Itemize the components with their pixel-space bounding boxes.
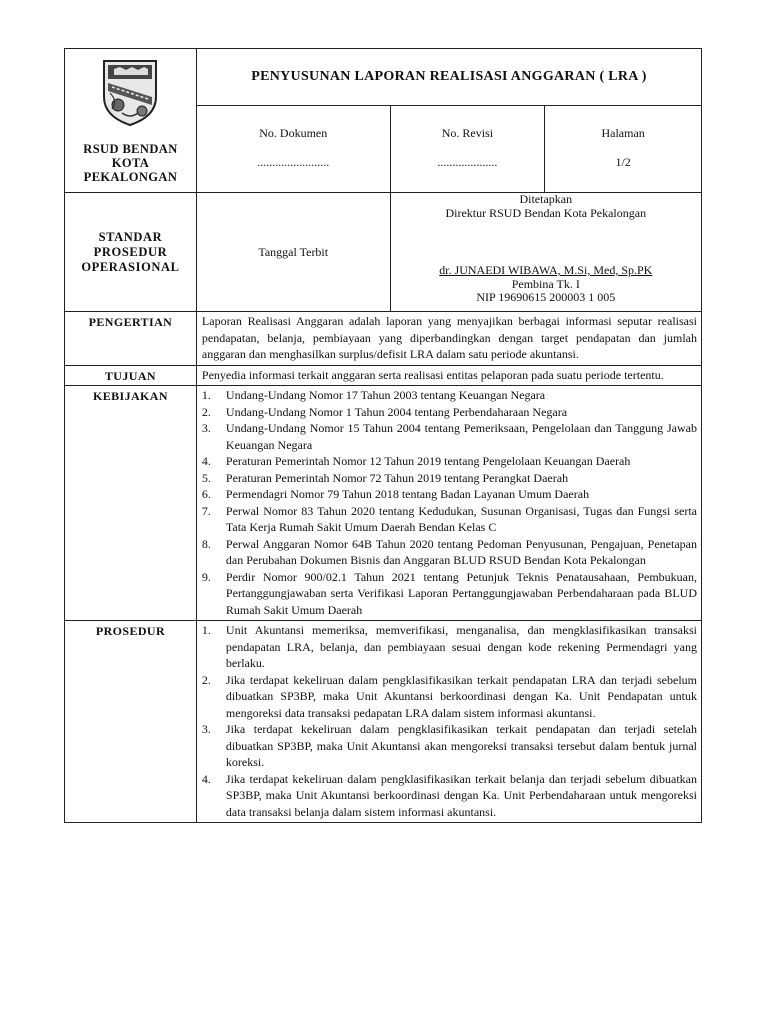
section-label-pengertian: PENGERTIAN (65, 312, 197, 366)
sop-heading: STANDAR PROSEDUR OPERASIONAL (65, 193, 197, 312)
section-label-prosedur: PROSEDUR (65, 621, 197, 823)
document-number-cell (196, 106, 390, 193)
list-item: 1. Unit Akuntansi memeriksa, memverifikasi, menganalisa, dan mengklasifikasikan transaksi pendapatan LRA, belanja, dan pembiayaan sesuai dengan kode rekening Permendagri yang berlaku. (201, 623, 697, 670)
revision-number-value: .................... (437, 155, 498, 169)
section-label-kebijakan: KEBIJAKAN (65, 386, 197, 621)
section-text-pengertian: Laporan Realisasi Anggaran adalah laporan yang menyajikan berbagai informasi seputar realisasi pendapatan, belanja, pembiayaan yang diperbandingkan dengan target pendapatan dan jumlah anggaran dan menghasilkan surplus/defisit LRA dalam satu periode akuntansi. (196, 312, 701, 366)
list-item: 4. Jika terdapat kekeliruan dalam pengklasifikasikan terkait belanja dan terjadi sebelum dibuatkan SP3BP, maka Unit Akuntansi berkoordinasi dengan Ka. Unit Perbendaharaan untuk mengoreksi data transaksi belanja dalam sistem informasi akuntansi. (201, 771, 697, 819)
section-text-tujuan: Penyedia informasi terkait anggaran serta realisasi entitas pelaporan pada suatu periode tertentu. (196, 365, 701, 386)
section-list-kebijakan (196, 386, 701, 621)
page-value: 1/2 (615, 155, 631, 169)
issue-date-cell (196, 193, 390, 312)
document-number-label: No. Dokumen (259, 126, 328, 140)
revision-number-label: No. Revisi (441, 126, 494, 140)
issue-date-label: Tanggal Terbit (258, 244, 329, 259)
page-label: Halaman (601, 126, 645, 140)
director-position: Direktur RSUD Bendan Kota Pekalongan (445, 205, 647, 220)
list-item: 3. Undang-Undang Nomor 15 Tahun 2004 tentang Pemeriksaan, Pengelolaan dan Tanggung Jawab Keuangan Negara (201, 421, 697, 452)
list-item: 4. Peraturan Pemerintah Nomor 12 Tahun 2019 tentang Pengelolaan Keuangan Daerah (201, 454, 631, 468)
list-item: 1. Undang-Undang Nomor 17 Tahun 2003 tentang Keuangan Negara (201, 388, 546, 402)
hospital-shield-logo-icon (98, 57, 162, 127)
director-name: dr. JUNAEDI WIBAWA, M.Si, Med, Sp.PK (439, 263, 653, 277)
list-item: 7. Perwal Nomor 83 Tahun 2020 tentang Kedudukan, Susunan Organisasi, Tugas dan Fungsi serta Tata Kerja Rumah Sakit Umum Daerah Bendan Kelas C (201, 503, 697, 534)
document-number-value: ........................ (257, 155, 330, 169)
list-item: 3. Jika terdapat kekeliruan dalam pengklasifikasikan terkait pendapatan dan terjadi setelah dibuatkan SP3BP, maka Unit Akuntansi akan mengoreksi transaksi tersebut dalam bentuk jurnal koreksi. (201, 722, 697, 769)
director-nip: NIP 19690615 200003 1 005 (476, 290, 616, 304)
section-list-prosedur (196, 621, 701, 823)
section-label-tujuan: TUJUAN (65, 365, 197, 386)
revision-number-cell (390, 106, 545, 193)
set-by-text: Ditetapkan (519, 192, 573, 206)
document-title: PENYUSUNAN LAPORAN REALISASI ANGGARAN ( LRA ) (196, 49, 701, 106)
list-item: 9. Perdir Nomor 900/02.1 Tahun 2021 tentang Petunjuk Teknis Penatausahaan, Pembukuan, Pertanggungjawaban serta Verifikasi Laporan Pertanggungjawaban Perbendaharaan pada BLUD Rumah Sakit Umum Daerah (201, 569, 697, 617)
list-item: 2. Jika terdapat kekeliruan dalam pengklasifikasikan terkait pendapatan LRA dan terjadi sebelum dibuatkan SP3BP, maka Unit Akuntansi berkoordinasi dengan Ka. Unit Pendapatan untuk mengoreksi data transaksi pedapatan LRA dalam sistem informasi akuntansi. (201, 672, 697, 720)
sop-document-table (64, 48, 702, 823)
signature-block (390, 193, 701, 312)
page-cell (545, 106, 702, 193)
organization-name: RSUD BENDAN KOTA PEKALONGAN (83, 142, 178, 184)
list-item: 6. Permendagri Nomor 79 Tahun 2018 tentang Badan Layanan Umum Daerah (201, 487, 590, 501)
director-rank: Pembina Tk. I (511, 276, 580, 291)
list-item: 2. Undang-Undang Nomor 1 Tahun 2004 tentang Perbendaharaan Negara (201, 404, 568, 419)
logo-cell (65, 49, 197, 193)
list-item: 8. Perwal Anggaran Nomor 64B Tahun 2020 tentang Pedoman Penyusunan, Pengajuan, Penetapan dan Perubahan Dokumen Bisnis dan Anggaran BLUD RSUD Bendan Kota Pekalongan (201, 536, 697, 567)
list-item: 5. Peraturan Pemerintah Nomor 72 Tahun 2019 tentang Perangkat Daerah (201, 470, 569, 485)
